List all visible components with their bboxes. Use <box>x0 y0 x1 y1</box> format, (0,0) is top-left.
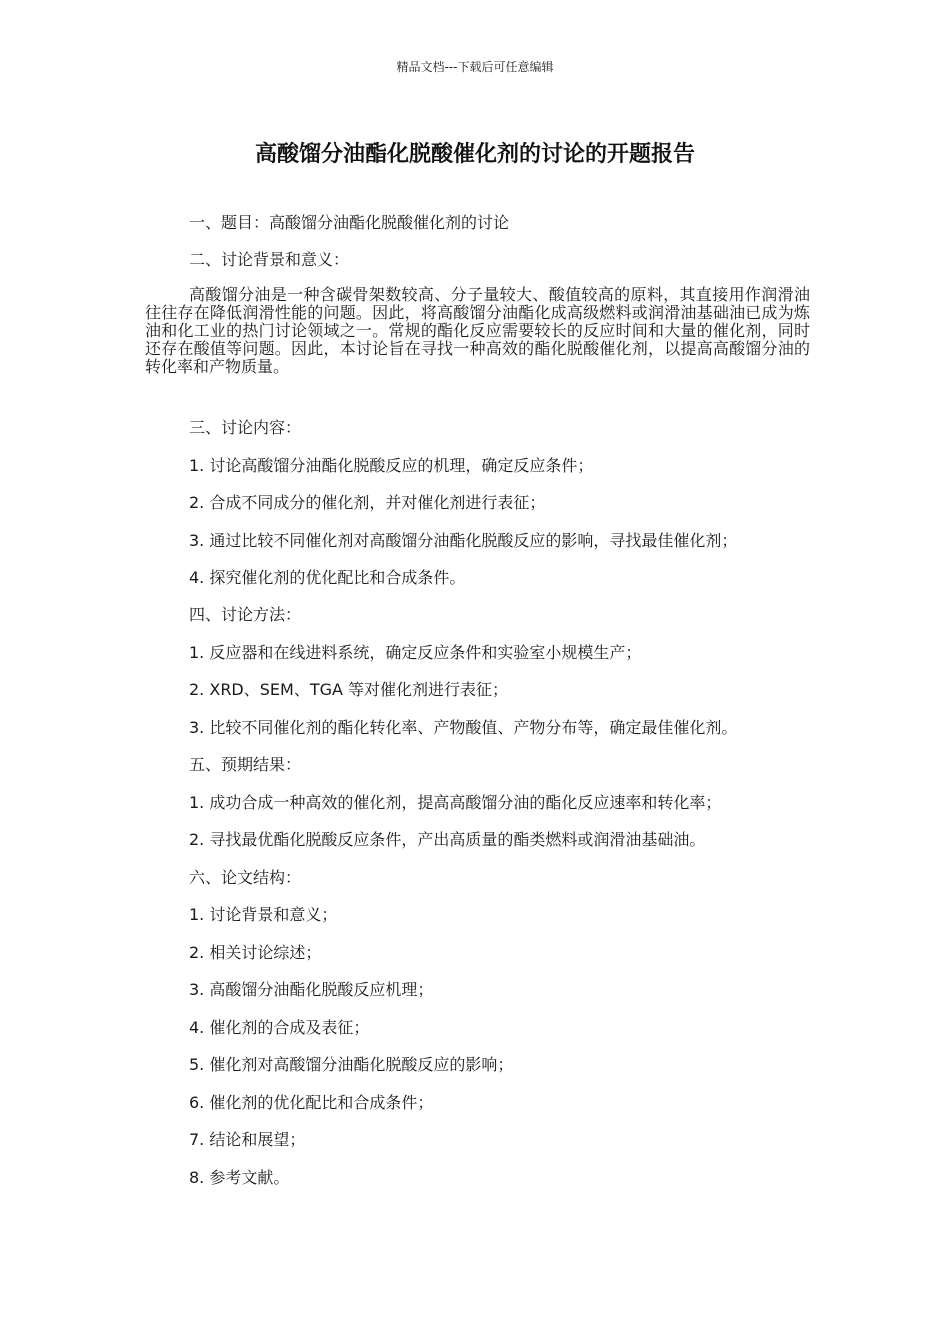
structure-item: 6. 催化剂的优化配比和合成条件； <box>189 1093 434 1112</box>
structure-item: 4. 催化剂的合成及表征； <box>189 1018 370 1037</box>
content-heading: 三、讨论内容： <box>189 418 302 437</box>
document-title: 高酸馏分油酯化脱酸催化剂的讨论的开题报告 <box>254 142 695 167</box>
structure-item: 3. 高酸馏分油酯化脱酸反应机理； <box>189 980 434 999</box>
result-item: 1. 成功合成一种高效的催化剂，提高高酸馏分油的酯化反应速率和转化率； <box>189 793 722 812</box>
method-item: 3. 比较不同催化剂的酯化转化率、产物酸值、产物分布等，确定最佳催化剂。 <box>189 718 738 737</box>
content-item: 4. 探究催化剂的优化配比和合成条件。 <box>189 568 466 587</box>
method-item: 1. 反应器和在线进料系统，确定反应条件和实验室小规模生产； <box>189 643 642 662</box>
structure-item: 2. 相关讨论综述； <box>189 943 322 962</box>
structure-item: 8. 参考文献。 <box>189 1168 290 1187</box>
background-paragraph: 高酸馏分油是一种含碳骨架数较高、分子量较大、酸值较高的原料，其直接用作润滑油往往存在降低润滑性能的问题。因此，将高酸馏分油酯化成高级燃料或润滑油基础油已成为炼油和化工业的热门讨论领域之一。常规的酯化反应需要较长的反应时间和大量的催化剂，同时还存在酸值等问题。因此，本讨论旨在寻找一种高效的酯化脱酸催化剂，以提高高酸馏分油的转化率和产物质量。 <box>145 285 810 376</box>
structure-item: 1. 讨论背景和意义； <box>189 905 338 924</box>
result-heading: 五、预期结果： <box>189 755 302 774</box>
structure-item: 5. 催化剂对高酸馏分油酯化脱酸反应的影响； <box>189 1055 514 1074</box>
structure-heading: 六、论文结构： <box>189 868 302 887</box>
method-item: 2. XRD、SEM、TGA 等对催化剂进行表征； <box>189 680 509 699</box>
structure-item: 7. 结论和展望； <box>189 1130 306 1149</box>
content-item: 1. 讨论高酸馏分油酯化脱酸反应的机理，确定反应条件； <box>189 456 594 475</box>
content-item: 2. 合成不同成分的催化剂，并对催化剂进行表征； <box>189 493 546 512</box>
page-header-note: 精品文档---下载后可任意编辑 <box>396 60 554 74</box>
topic-line: 一、题目：高酸馏分油酯化脱酸催化剂的讨论 <box>189 213 510 232</box>
content-item: 3. 通过比较不同催化剂对高酸馏分油酯化脱酸反应的影响，寻找最佳催化剂； <box>189 531 738 550</box>
result-item: 2. 寻找最优酯化脱酸反应条件，产出高质量的酯类燃料或润滑油基础油。 <box>189 830 706 849</box>
background-heading: 二、讨论背景和意义： <box>189 250 350 269</box>
method-heading: 四、讨论方法： <box>189 605 302 624</box>
